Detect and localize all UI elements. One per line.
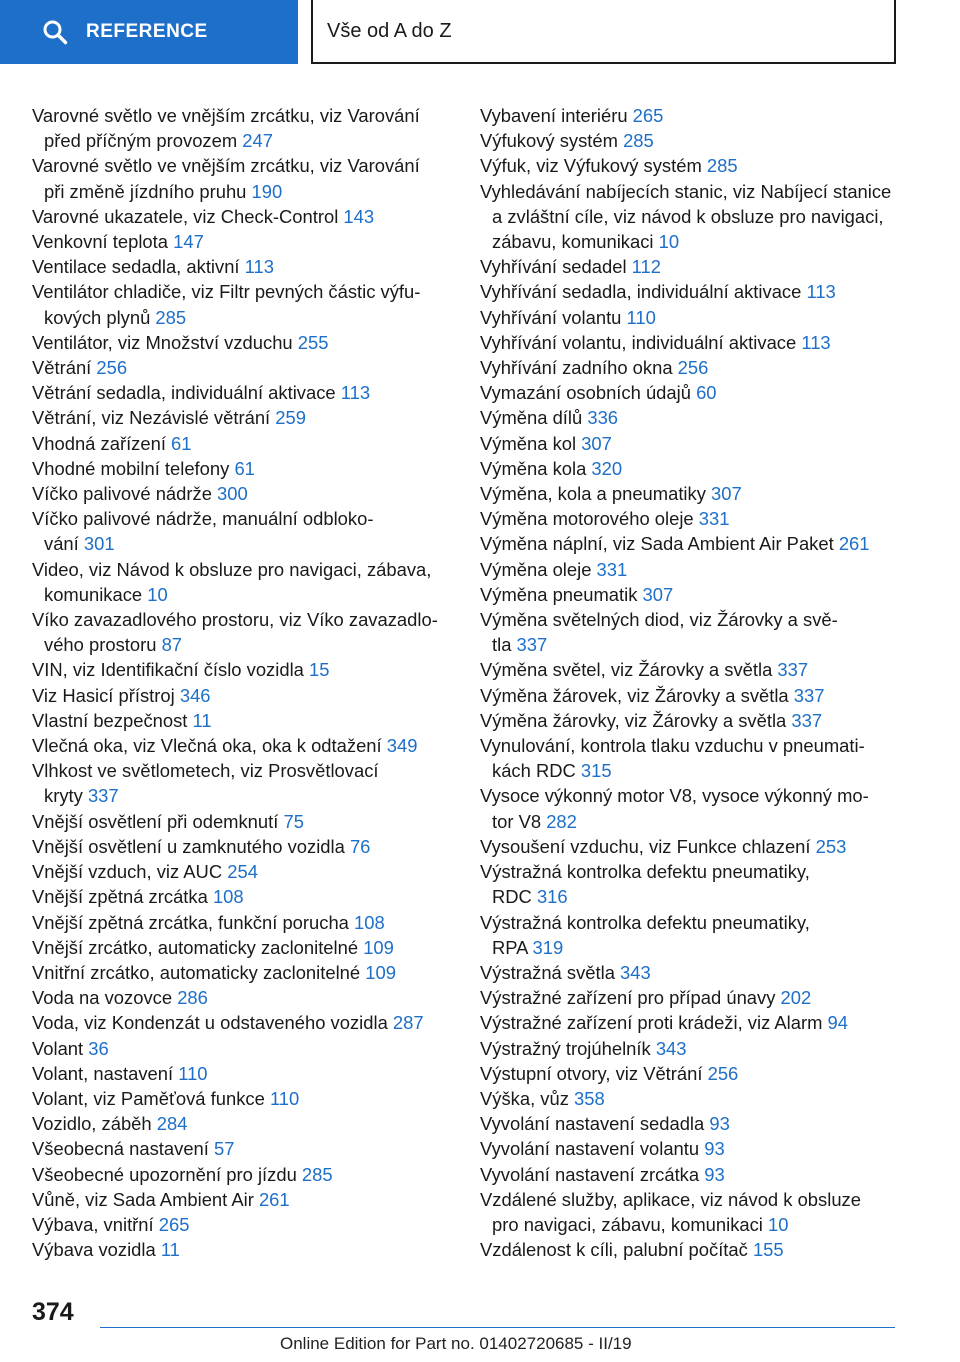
index-entry [480,657,900,682]
entry-text: Vysoce výkonný motor V8, vysoce výkonný mo- [480,785,869,807]
index-entry [32,1136,452,1161]
entry-text: kryty [44,785,88,807]
index-entry [32,607,452,657]
page-link[interactable]: 112 [631,256,661,278]
index-entry [480,153,900,178]
index-entry [32,657,452,682]
index-entry [480,506,900,531]
entry-text: pro navigaci, zábavu, komunikaci [492,1213,769,1235]
entry-text: Výměna, kola a pneumatiky [480,483,712,505]
entry-text: Výměna pneumatik [480,583,643,605]
entry-text: před příčným provozem [44,130,243,152]
entry-text: Výměna motorového oleje [480,508,699,530]
index-entry [32,935,452,960]
page-link[interactable]: 337 [516,634,548,656]
section-title [311,0,896,64]
entry-text: Vyvolání nastavení zrcátka [480,1163,705,1185]
index-entry [480,582,900,607]
entry-text: Výměna dílů [480,407,588,429]
entry-text: kových plynů [44,306,156,328]
entry-text: Vnější zpětná zrcátka, funkční porucha [32,911,355,933]
entry-text: Vzdálenost k cíli, palubní počítač [480,1239,753,1261]
entry-text: Vymazání osobních údajů [480,382,697,404]
entry-text: Výměna světel, viz Žárovky a světla [480,659,778,681]
entry-text: tor V8 [492,810,547,832]
entry-text: Vozidlo, záběh [32,1113,157,1135]
entry-text: zábavu, komunikaci [492,231,659,253]
entry-text: Vyhřívání volantu, individuální aktivace [480,331,802,353]
entry-text: Všeobecná nastavení [32,1138,214,1160]
page-link[interactable]: 113 [801,331,831,353]
entry-text: RDC [492,886,537,908]
index-entry [480,783,900,833]
section-title-text: Vše od A do Z [327,19,452,42]
page-link[interactable]: 61 [234,457,255,479]
index-entry [32,1086,452,1111]
index-entry [32,708,452,733]
page-link[interactable]: 155 [752,1239,784,1261]
entry-text: při změně jízdního pruhu [44,180,252,202]
index-entry [480,431,900,456]
entry-text: Výfukový systém [480,130,624,152]
index-entry [480,985,900,1010]
index-entry [480,834,900,859]
index-entry [480,1036,900,1061]
entry-text: Vhodná zařízení [32,432,172,454]
page-link[interactable]: 10 [768,1213,789,1235]
entry-text: Vůně, viz Sada Ambient Air [32,1188,259,1210]
entry-text: Výfuk, viz Výfukový systém [480,155,707,177]
entry-text: Varovné ukazatele, viz Check-Control [32,205,344,227]
index-entry [480,708,900,733]
page-link[interactable]: 346 [179,684,211,706]
entry-text: Výměna oleje [480,558,597,580]
entry-text: Vnitřní zrcátko, automaticky zaclonitelné [32,961,366,983]
entry-text: vání [44,533,84,555]
page-link[interactable]: 320 [591,457,623,479]
page-link[interactable]: 286 [177,987,208,1009]
entry-text: Všeobecné upozornění pro jízdu [32,1163,302,1185]
index-entry [32,103,452,153]
page-link[interactable]: 265 [632,105,664,126]
entry-text: Víčko palivové nádrže, manuální odbloko- [32,508,374,530]
page-link[interactable]: 259 [275,407,306,429]
search-icon [42,19,68,45]
entry-text: Vyvolání nastavení volantu [480,1138,705,1160]
index-entry [32,884,452,909]
entry-text: Volant [32,1037,89,1059]
entry-text: Ventilace sedadla, aktivní [32,256,245,278]
page-link[interactable]: 331 [596,558,628,580]
index-entry [480,607,900,657]
index-entry [32,733,452,758]
index-entry [480,1061,900,1086]
page-link[interactable]: 307 [711,483,742,505]
page-link[interactable]: 285 [706,155,738,177]
index-entry [480,481,900,506]
page-link[interactable]: 60 [696,382,717,404]
page-link[interactable]: 109 [365,961,396,983]
index-entry [480,355,900,380]
index-entry [32,1061,452,1086]
index-entry [480,683,900,708]
page-number: 374 [32,1298,74,1326]
page-link[interactable]: 57 [214,1138,235,1160]
reference-tab[interactable] [0,0,298,64]
entry-text: Výměna kol [480,432,582,454]
page-link[interactable]: 10 [658,231,680,253]
page-link[interactable]: 337 [87,785,119,807]
page-link[interactable]: 256 [707,1062,739,1084]
index-entry [480,254,900,279]
index-column-right [480,103,900,1262]
index-entry [480,179,900,255]
page-link[interactable]: 285 [301,1163,333,1185]
entry-text: Výměna žárovek, viz Žárovky a světla [480,684,794,706]
index-entry [480,733,900,783]
index-entry [480,405,900,430]
index-entry [480,103,900,128]
page-link[interactable]: 337 [777,659,809,681]
index-entry [32,506,452,556]
index-entry [480,557,900,582]
page-link[interactable]: 358 [574,1087,605,1109]
entry-text: Vnější osvětlení při odemknutí [32,810,284,832]
footer-divider [100,1327,895,1328]
index-entry [32,1010,452,1035]
index-entry [32,254,452,279]
page-link[interactable]: 261 [258,1188,290,1210]
index-entry [32,380,452,405]
entry-text: Ventilátor chladiče, viz Filtr pevných částic výfu- [32,281,421,303]
page-link[interactable]: 265 [158,1213,190,1235]
page-link[interactable]: 315 [580,760,612,782]
entry-text: Výměna žárovky, viz Žárovky a světla [480,709,792,731]
page-link[interactable]: 301 [83,533,115,555]
page-link[interactable]: 11 [192,709,212,731]
index-entry [32,1187,452,1212]
page-link[interactable]: 75 [283,810,304,832]
entry-text: Vlastní bezpečnost [32,709,193,731]
page-link[interactable]: 113 [244,256,274,278]
page-link[interactable]: 108 [212,886,244,908]
entry-text: vého prostoru [44,634,162,656]
page-link[interactable]: 287 [392,1012,424,1034]
index-entry [32,1237,452,1262]
page-link[interactable]: 113 [340,382,371,404]
page-link[interactable]: 254 [227,861,258,883]
page-link[interactable]: 284 [156,1113,188,1135]
index-entry [32,683,452,708]
page-link[interactable]: 76 [349,835,371,857]
entry-text: Varovné světlo ve vnějším zrcátku, viz Varování [32,155,420,177]
index-entry [480,1187,900,1237]
edition-text: Online Edition for Part no. 01402720685 - II/19 [280,1334,632,1353]
entry-text: Vzdálené služby, aplikace, viz návod k obsluze [480,1188,861,1210]
page-link[interactable]: 87 [161,634,183,656]
entry-text: Víko zavazadlového prostoru, viz Víko zavazadlo- [32,609,438,631]
entry-text: a zvláštní cíle, viz návod k obsluze pro navigaci, [492,205,884,227]
entry-text: VIN, viz Identifikační číslo vozidla [32,659,309,681]
index-entry [480,960,900,985]
index-entry [32,355,452,380]
page-link[interactable]: 253 [815,835,847,857]
page-link[interactable]: 113 [806,281,836,303]
entry-text: Větrání [32,357,97,379]
entry-text: Vlečná oka, viz Vlečná oka, oka k odtažení [32,735,387,757]
reference-tab-label: REFERENCE [86,21,208,42]
page-link[interactable]: 143 [343,205,375,227]
index-entry [480,859,900,909]
entry-text: Větrání, viz Nezávislé větrání [32,407,276,429]
entry-text: kách RDC [492,760,581,782]
entry-text: Vyhřívání zadního okna [480,357,678,379]
index-entry [480,1237,900,1262]
index-entry [32,204,452,229]
entry-text: Volant, nastavení [32,1062,179,1084]
entry-text: Víčko palivové nádrže [32,483,218,505]
index-entry [480,128,900,153]
index-entry [32,405,452,430]
entry-text: RPA [492,936,533,958]
index-entry [32,960,452,985]
entry-text: Výstražný trojúhelník [480,1037,656,1059]
entry-text: Výstražné zařízení proti krádeži, viz Alarm [480,1012,828,1034]
index-entry [32,809,452,834]
entry-text: Větrání sedadla, individuální aktivace [32,382,341,404]
index-entry [32,330,452,355]
index-entry [32,1036,452,1061]
entry-text: Vnější zpětná zrcátka [32,886,213,908]
page-link[interactable]: 300 [217,483,248,505]
index-entry [480,330,900,355]
page-link[interactable]: 94 [827,1012,848,1034]
index-entry [480,1111,900,1136]
entry-text: Výměna světelných diod, viz Žárovky a svě- [480,609,838,631]
index-entry [32,153,452,203]
entry-text: Ventilátor, viz Množství vzduchu [32,331,298,353]
entry-text: Výška, vůz [480,1087,575,1109]
page-link[interactable]: 10 [147,583,168,605]
page-link[interactable]: 282 [546,810,577,832]
index-entry [32,859,452,884]
index-entry [480,1010,900,1035]
index-entry [32,985,452,1010]
entry-text: Vynulování, kontrola tlaku vzduchu v pneumati- [480,735,865,757]
entry-text: Vysoušení vzduchu, viz Funkce chlazení [480,835,816,857]
entry-text: Vyvolání nastavení sedadla [480,1113,710,1135]
page-link[interactable]: 108 [354,911,385,933]
entry-text: Viz Hasicí přístroj [32,684,180,706]
entry-text: Vyhledávání nabíjecích stanic, viz Nabíjecí stanice [480,180,892,202]
entry-text: Vyhřívání sedadla, individuální aktivace [480,281,807,303]
page-link[interactable]: 190 [251,180,283,202]
page-link[interactable]: 285 [155,306,187,328]
index-entry [32,1212,452,1237]
entry-text: Vhodné mobilní telefony [32,457,235,479]
entry-text: Výstražná kontrolka defektu pneumatiky, [480,911,810,933]
page-link[interactable]: 93 [704,1138,725,1160]
page-link[interactable]: 147 [173,231,204,253]
index-entry [480,305,900,330]
entry-text: Video, viz Návod k obsluze pro navigaci, zábava, [32,558,432,580]
entry-text: Vyhřívání volantu [480,306,627,328]
page-link[interactable]: 336 [587,407,619,429]
index-entry [32,1162,452,1187]
index-entry [32,279,452,329]
index-column-left [32,103,452,1262]
entry-text: komunikace [44,583,148,605]
page-link[interactable]: 110 [626,306,656,328]
entry-text: Výbava, vnitřní [32,1213,159,1235]
page-link[interactable]: 11 [160,1239,180,1261]
entry-text: Vybavení interiéru [480,105,633,126]
index-entry [32,758,452,808]
page-link[interactable]: 316 [536,886,568,908]
entry-text: Voda, viz Kondenzát u odstaveného vozidla [32,1012,393,1034]
page-link[interactable]: 256 [677,357,709,379]
entry-text: Vnější osvětlení u zamknutého vozidla [32,835,350,857]
page-link[interactable]: 307 [581,432,612,454]
page-link[interactable]: 349 [386,735,418,757]
index-entry [480,279,900,304]
page-link[interactable]: 93 [709,1113,730,1135]
index-entry [480,1086,900,1111]
entry-text: Výměna náplní, viz Sada Ambient Air Paket [480,533,839,555]
page-link[interactable]: 93 [704,1163,725,1185]
page-link[interactable]: 36 [88,1037,109,1059]
page-link[interactable]: 110 [178,1062,208,1084]
page-link[interactable]: 15 [309,659,330,681]
index-entry [480,531,900,556]
entry-text: Výstražné zařízení pro případ únavy [480,987,781,1009]
page-link[interactable]: 109 [363,936,394,958]
entry-text: Vnější vzduch, viz AUC [32,861,228,883]
index-entry [32,910,452,935]
index-entry [32,229,452,254]
index-entry [32,1111,452,1136]
entry-text: Vlhkost ve světlometech, viz Prosvětlovací [32,760,379,782]
entry-text: Vnější zrcátko, automaticky zaclonitelné [32,936,364,958]
page-link[interactable]: 337 [791,709,823,731]
page-link[interactable]: 331 [698,508,730,530]
index-entry [32,431,452,456]
index-entry [480,1162,900,1187]
page-link[interactable]: 343 [620,961,651,983]
entry-text: Výstražná světla [480,961,621,983]
page-link[interactable]: 307 [642,583,674,605]
page-link[interactable]: 202 [780,987,812,1009]
entry-text: Varovné světlo ve vnějším zrcátku, viz Varování [32,105,420,126]
index-entry [480,380,900,405]
entry-text: Voda na vozovce [32,987,178,1009]
page-link[interactable]: 247 [242,130,273,152]
page-link[interactable]: 285 [623,130,654,152]
index-entry [32,456,452,481]
entry-text: Venkovní teplota [32,231,174,253]
entry-text: Výstražná kontrolka defektu pneumatiky, [480,861,810,883]
entry-text: Volant, viz Paměťová funkce [32,1087,270,1109]
page-link[interactable]: 61 [171,432,192,454]
index-entry [32,557,452,607]
entry-text: Výbava vozidla [32,1239,161,1261]
page-link[interactable]: 256 [96,357,128,379]
page-link[interactable]: 255 [297,331,329,353]
entry-text: Vyhřívání sedadel [480,256,632,278]
entry-text: Výstupní otvory, viz Větrání [480,1062,708,1084]
index-entry [480,1136,900,1161]
page-link[interactable]: 337 [793,684,825,706]
page-link[interactable]: 110 [269,1087,300,1109]
index-entry [480,910,900,960]
page-link[interactable]: 319 [532,936,564,958]
entry-text: Výměna kola [480,457,592,479]
entry-text: tla [492,634,517,656]
page-link[interactable]: 261 [838,533,870,555]
index-entry [480,456,900,481]
index-entry [32,834,452,859]
index-entry [32,481,452,506]
page-link[interactable]: 343 [655,1037,687,1059]
